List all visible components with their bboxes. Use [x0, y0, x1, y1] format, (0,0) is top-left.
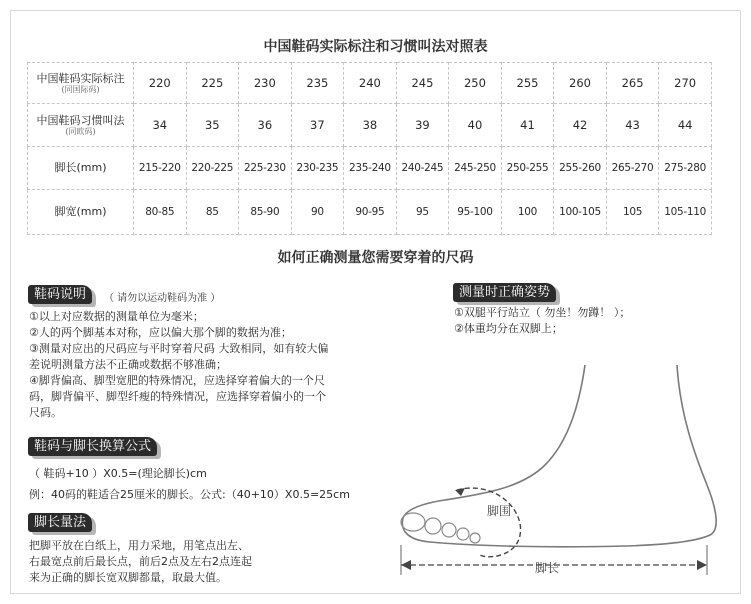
text-line: ②人的两个脚基本对称，应以偏大那个脚的数据为准； [29, 326, 292, 339]
table-cell: 235 [291, 63, 344, 104]
table-cell: 90-95 [344, 190, 397, 235]
table-cell: 105 [606, 190, 659, 235]
table-cell: 270 [659, 63, 712, 104]
table-cell: 41 [501, 104, 554, 147]
foot-illustration [395, 360, 725, 590]
row-header: 中国鞋码习惯叫法 (同欧码) [28, 104, 134, 147]
size-chart-title: 中国鞋码实际标注和习惯叫法对照表 [263, 39, 488, 55]
text-line: 来为正确的脚长宽双脚都量，取最大值。 [29, 571, 227, 584]
table-cell: 255-260 [554, 147, 607, 190]
row-header: 脚长(mm) [28, 147, 134, 190]
toe-icon [425, 518, 441, 534]
text-line: 码，脚背偏平、脚型纤瘦的特殊情况，应选择穿着偏小的一个 [29, 390, 326, 403]
posture-tag: 测量时正确姿势 [453, 283, 556, 302]
table-cell: 220-225 [186, 147, 239, 190]
table-cell: 85-90 [239, 190, 292, 235]
table-cell: 38 [344, 104, 397, 147]
text-line: ①双腿平行站立（ 勿坐！勿蹲！ ）； [454, 306, 631, 319]
row-header: 中国鞋码实际标注 (同国际码) [28, 63, 134, 104]
table-cell: 215-220 [134, 147, 187, 190]
table-cell: 265 [606, 63, 659, 104]
table-cell: 42 [554, 104, 607, 147]
toe-icon [470, 533, 480, 543]
table-row [28, 104, 712, 147]
method-tag: 脚长量法 [28, 513, 92, 532]
table-row [28, 147, 712, 190]
table-cell: 85 [186, 190, 239, 235]
formula-tag: 鞋码与脚长换算公式 [28, 437, 157, 456]
table-cell: 225 [186, 63, 239, 104]
measure-title: 如何正确测量您需要穿着的尺码 [277, 250, 474, 266]
toe-icon [457, 528, 469, 540]
table-cell: 230 [239, 63, 292, 104]
size-table [27, 62, 712, 235]
method-text [29, 538, 252, 586]
posture-text [454, 305, 630, 337]
size-desc-text [29, 309, 328, 421]
length-label: 脚长 [535, 561, 560, 575]
table-cell: 105-110 [659, 190, 712, 235]
foot-outline [402, 365, 716, 547]
text-line: 右最宽点前后最长点，前后2点及左右2点连起 [29, 555, 252, 568]
table-row [28, 190, 712, 235]
table-cell: 235-240 [344, 147, 397, 190]
table-cell: 34 [134, 104, 187, 147]
table-cell: 250-255 [501, 147, 554, 190]
arrow-left-icon [401, 560, 411, 570]
table-cell: 80-85 [134, 190, 187, 235]
toe-icon [442, 523, 456, 537]
table-cell: 250 [449, 63, 502, 104]
table-cell: 225-230 [239, 147, 292, 190]
table-cell: 260 [554, 63, 607, 104]
table-cell: 95 [396, 190, 449, 235]
arrow-icon [455, 488, 465, 496]
table-cell: 95-100 [449, 190, 502, 235]
table-cell: 44 [659, 104, 712, 147]
table-cell: 100 [501, 190, 554, 235]
table-row [28, 63, 712, 104]
text-line: 把脚平放在白纸上，用力采地，用笔点出左、 [29, 539, 249, 552]
size-desc-note: （ 请勿以运动鞋码为准 ） [104, 293, 221, 304]
text-line: ②体重均分在双脚上； [454, 322, 563, 335]
table-cell: 37 [291, 104, 344, 147]
table-cell: 40 [449, 104, 502, 147]
table-cell: 220 [134, 63, 187, 104]
table-cell: 36 [239, 104, 292, 147]
table-cell: 240-245 [396, 147, 449, 190]
table-cell: 255 [501, 63, 554, 104]
size-desc-tag: 鞋码说明 [28, 285, 92, 304]
table-cell: 240 [344, 63, 397, 104]
table-cell: 35 [186, 104, 239, 147]
table-cell: 43 [606, 104, 659, 147]
arrow-right-icon [697, 560, 707, 570]
table-cell: 90 [291, 190, 344, 235]
toe-icon [401, 513, 425, 531]
table-cell: 245 [396, 63, 449, 104]
text-line: ①以上对应数据的测量单位为毫米； [29, 310, 204, 323]
formula-line-2: 例：40码的鞋适合25厘米的脚长。公式:（40+10）X0.5=25cm [29, 488, 350, 501]
table-cell: 265-270 [606, 147, 659, 190]
table-cell: 39 [396, 104, 449, 147]
girth-label: 脚围 [487, 504, 512, 518]
table-cell: 100-105 [554, 190, 607, 235]
text-line: ④脚背偏高、脚型宽肥的特殊情况，应选择穿着偏大的一个尺 [29, 374, 325, 387]
row-header: 脚宽(mm) [28, 190, 134, 235]
table-cell: 275-280 [659, 147, 712, 190]
formula-line-1: （ 鞋码+10 ）X0.5=(理论脚长)cm [29, 467, 207, 480]
text-line: 差说明测量方法不正确或数据不够准确； [29, 358, 227, 371]
text-line: 尺码。 [29, 406, 62, 419]
table-cell: 245-250 [449, 147, 502, 190]
table-cell: 230-235 [291, 147, 344, 190]
text-line: ③测量对应出的尺码应与平时穿着尺码 大致相同，如有较大偏 [29, 342, 329, 355]
